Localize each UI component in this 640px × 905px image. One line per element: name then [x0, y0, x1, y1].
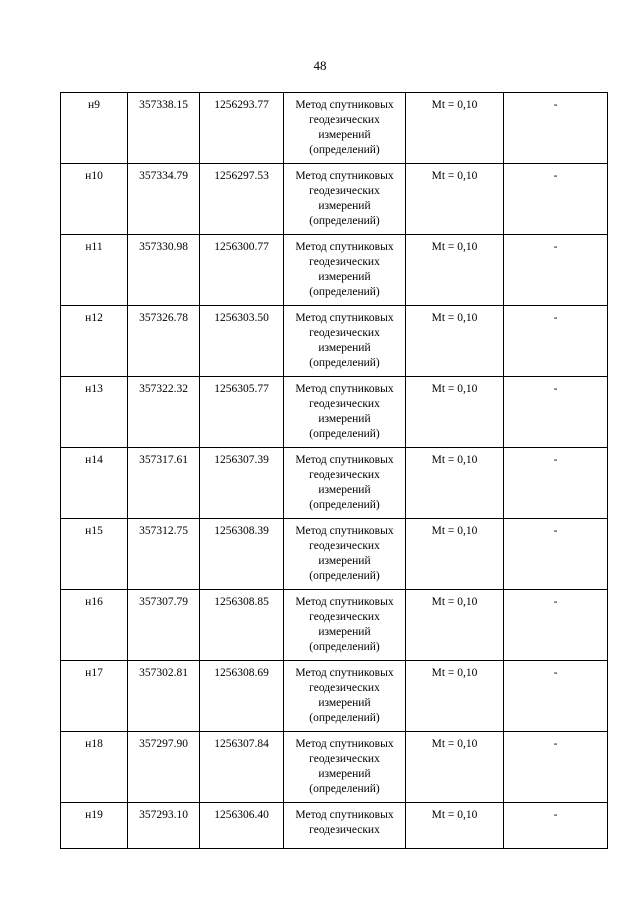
method-cell	[284, 519, 406, 590]
accuracy-cell: Mt = 0,10	[406, 377, 504, 448]
extra-cell: -	[504, 732, 608, 803]
table-row	[61, 235, 608, 306]
point-cell: н10	[61, 164, 128, 235]
extra-cell: -	[504, 377, 608, 448]
x-cell: 357312.75	[128, 519, 200, 590]
y-cell: 1256308.39	[200, 519, 284, 590]
x-cell: 357338.15	[128, 93, 200, 164]
y-cell: 1256305.77	[200, 377, 284, 448]
accuracy-cell: Mt = 0,10	[406, 519, 504, 590]
method-text: Метод спутниковых геодезических измерений (определений)	[295, 525, 394, 582]
method-cell	[284, 732, 406, 803]
method-text: Метод спутниковых геодезических измерений (определений)	[295, 454, 394, 511]
coordinates-table-body	[61, 93, 608, 849]
extra-cell: -	[504, 661, 608, 732]
y-cell: 1256293.77	[200, 93, 284, 164]
method-text: Метод спутниковых геодезических измерений (определений)	[295, 383, 394, 440]
table-row	[61, 590, 608, 661]
extra-cell: -	[504, 803, 608, 849]
method-text: Метод спутниковых геодезических измерений (определений)	[295, 312, 394, 369]
y-cell: 1256300.77	[200, 235, 284, 306]
table-row	[61, 661, 608, 732]
point-cell: н13	[61, 377, 128, 448]
method-cell	[284, 93, 406, 164]
x-cell: 357334.79	[128, 164, 200, 235]
y-cell: 1256307.39	[200, 448, 284, 519]
table-row	[61, 519, 608, 590]
y-cell: 1256303.50	[200, 306, 284, 377]
point-cell: н16	[61, 590, 128, 661]
table-row	[61, 164, 608, 235]
point-cell: н19	[61, 803, 128, 849]
table-row	[61, 93, 608, 164]
accuracy-cell: Mt = 0,10	[406, 306, 504, 377]
extra-cell: -	[504, 590, 608, 661]
x-cell: 357293.10	[128, 803, 200, 849]
table-row	[61, 377, 608, 448]
x-cell: 357317.61	[128, 448, 200, 519]
method-cell	[284, 803, 406, 849]
accuracy-cell: Mt = 0,10	[406, 590, 504, 661]
extra-cell: -	[504, 448, 608, 519]
method-cell	[284, 661, 406, 732]
accuracy-cell: Mt = 0,10	[406, 661, 504, 732]
method-cell	[284, 235, 406, 306]
x-cell: 357330.98	[128, 235, 200, 306]
method-cell	[284, 164, 406, 235]
extra-cell: -	[504, 306, 608, 377]
y-cell: 1256306.40	[200, 803, 284, 849]
accuracy-cell: Mt = 0,10	[406, 732, 504, 803]
table-row	[61, 803, 608, 849]
table-row	[61, 448, 608, 519]
method-text: Метод спутниковых геодезических измерений (определений)	[295, 738, 394, 795]
y-cell: 1256297.53	[200, 164, 284, 235]
point-cell: н17	[61, 661, 128, 732]
point-cell: н12	[61, 306, 128, 377]
accuracy-cell: Mt = 0,10	[406, 235, 504, 306]
y-cell: 1256308.85	[200, 590, 284, 661]
method-cell	[284, 448, 406, 519]
x-cell: 357326.78	[128, 306, 200, 377]
method-text: Метод спутниковых геодезических измерений (определений)	[295, 99, 394, 156]
y-cell: 1256308.69	[200, 661, 284, 732]
method-cell	[284, 306, 406, 377]
method-text: Метод спутниковых геодезических	[295, 809, 394, 836]
x-cell: 357297.90	[128, 732, 200, 803]
table-row	[61, 306, 608, 377]
x-cell: 357322.32	[128, 377, 200, 448]
method-text: Метод спутниковых геодезических измерений (определений)	[295, 667, 394, 724]
coordinates-table	[60, 92, 608, 849]
extra-cell: -	[504, 519, 608, 590]
point-cell: н14	[61, 448, 128, 519]
extra-cell: -	[504, 93, 608, 164]
point-cell: н15	[61, 519, 128, 590]
x-cell: 357307.79	[128, 590, 200, 661]
table-row	[61, 732, 608, 803]
accuracy-cell: Mt = 0,10	[406, 803, 504, 849]
x-cell: 357302.81	[128, 661, 200, 732]
page-number: 48	[313, 58, 327, 73]
extra-cell: -	[504, 235, 608, 306]
method-cell	[284, 590, 406, 661]
point-cell: н11	[61, 235, 128, 306]
method-cell	[284, 377, 406, 448]
accuracy-cell: Mt = 0,10	[406, 164, 504, 235]
method-text: Метод спутниковых геодезических измерений (определений)	[295, 596, 394, 653]
method-text: Метод спутниковых геодезических измерений (определений)	[295, 170, 394, 227]
accuracy-cell: Mt = 0,10	[406, 448, 504, 519]
y-cell: 1256307.84	[200, 732, 284, 803]
point-cell: н9	[61, 93, 128, 164]
extra-cell: -	[504, 164, 608, 235]
method-text: Метод спутниковых геодезических измерений (определений)	[295, 241, 394, 298]
accuracy-cell: Mt = 0,10	[406, 93, 504, 164]
point-cell: н18	[61, 732, 128, 803]
